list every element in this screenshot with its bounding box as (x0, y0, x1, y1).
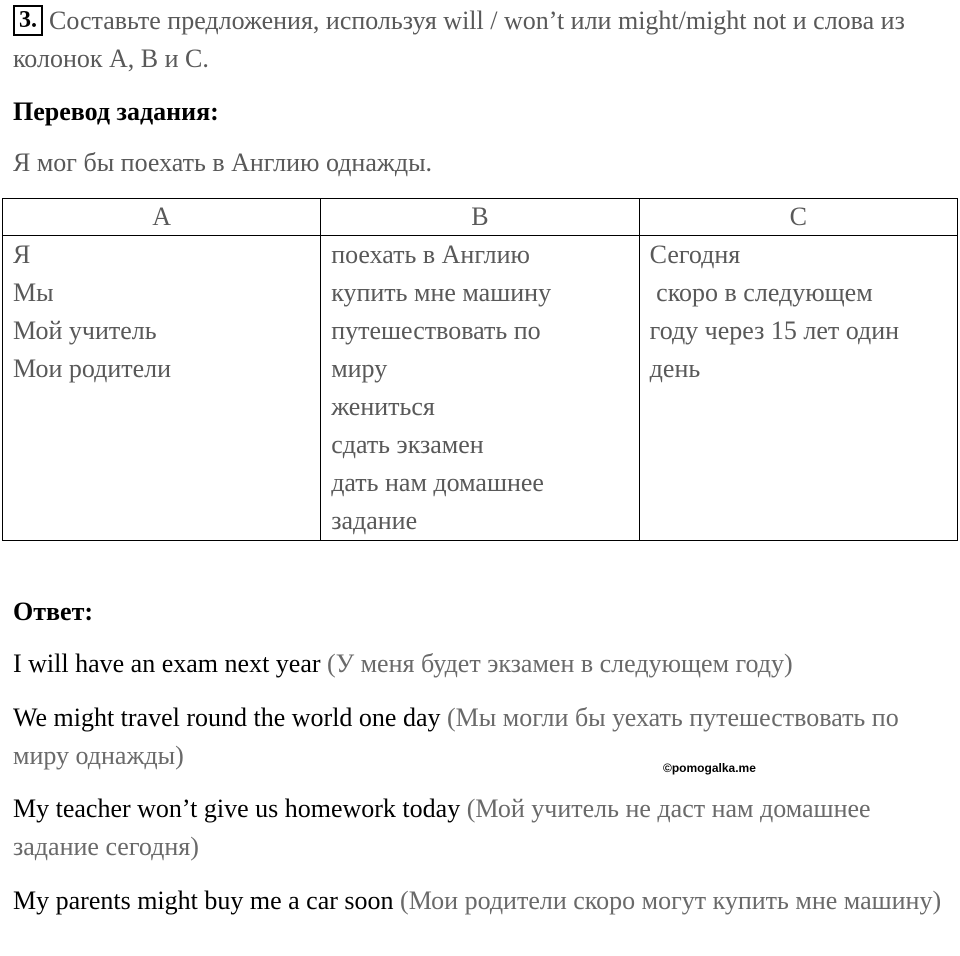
answer-english: I will have an exam next year (13, 649, 321, 678)
answer-russian: (Мой учитель не даст нам домашнее задание сегодня) (13, 794, 871, 861)
column-b-cell (321, 236, 639, 541)
column-header-c: C (639, 199, 957, 236)
column-b-item: дать нам домашнее (331, 468, 544, 497)
answer-english: My teacher won’t give us homework today (13, 794, 461, 823)
answer-english: We might travel round the world one day (13, 703, 441, 732)
column-b-item: задание (331, 506, 418, 535)
column-b-item: путешествовать по (331, 316, 541, 345)
answer-item (13, 790, 958, 866)
answer-item (13, 645, 958, 683)
column-a-cell (3, 236, 321, 541)
column-a-item: Мы (13, 278, 54, 307)
answer-item (13, 699, 958, 775)
column-b-item: купить мне машину (331, 278, 552, 307)
column-c-item: день (649, 354, 701, 383)
answer-item (13, 882, 958, 920)
column-header-b: B (321, 199, 639, 236)
table-header-row (3, 199, 958, 236)
column-header-a: A (3, 199, 321, 236)
column-c-item: Сегодня (649, 240, 741, 269)
translation-heading: Перевод задания: (13, 97, 219, 126)
column-c-item: скоро в следующем (649, 278, 873, 307)
column-c-cell (639, 236, 957, 541)
answer-russian: (Мы могли бы уехать путешествовать по миру однажды) (13, 703, 899, 770)
column-b-item: сдать экзамен (331, 430, 484, 459)
watermark: ©pomogalka.me (663, 761, 756, 775)
answer-english: My parents might buy me a car soon (13, 886, 394, 915)
answer-russian: (У меня будет экзамен в следующем году) (327, 649, 793, 678)
answer-heading: Ответ: (13, 597, 94, 626)
column-a-item: Я (13, 240, 31, 269)
table-row (3, 236, 958, 541)
word-columns-table (2, 198, 958, 541)
answer-russian: (Мои родители скоро могут купить мне машину) (400, 886, 942, 915)
column-c-item: году через 15 лет один (649, 316, 900, 345)
task-statement (13, 2, 943, 78)
translation-text: Я мог бы поехать в Англию однажды. (13, 148, 433, 177)
column-b-item: жениться (331, 392, 435, 421)
column-a-item: Мои родители (13, 354, 172, 383)
task-text: Составьте предложения, используя will / won’t или might/might not и слова из колонок A, B и C. (13, 6, 905, 73)
column-a-item: Мой учитель (13, 316, 157, 345)
column-b-item: миру (331, 354, 388, 383)
column-b-item: поехать в Англию (331, 240, 530, 269)
task-number: 3. (13, 5, 43, 36)
